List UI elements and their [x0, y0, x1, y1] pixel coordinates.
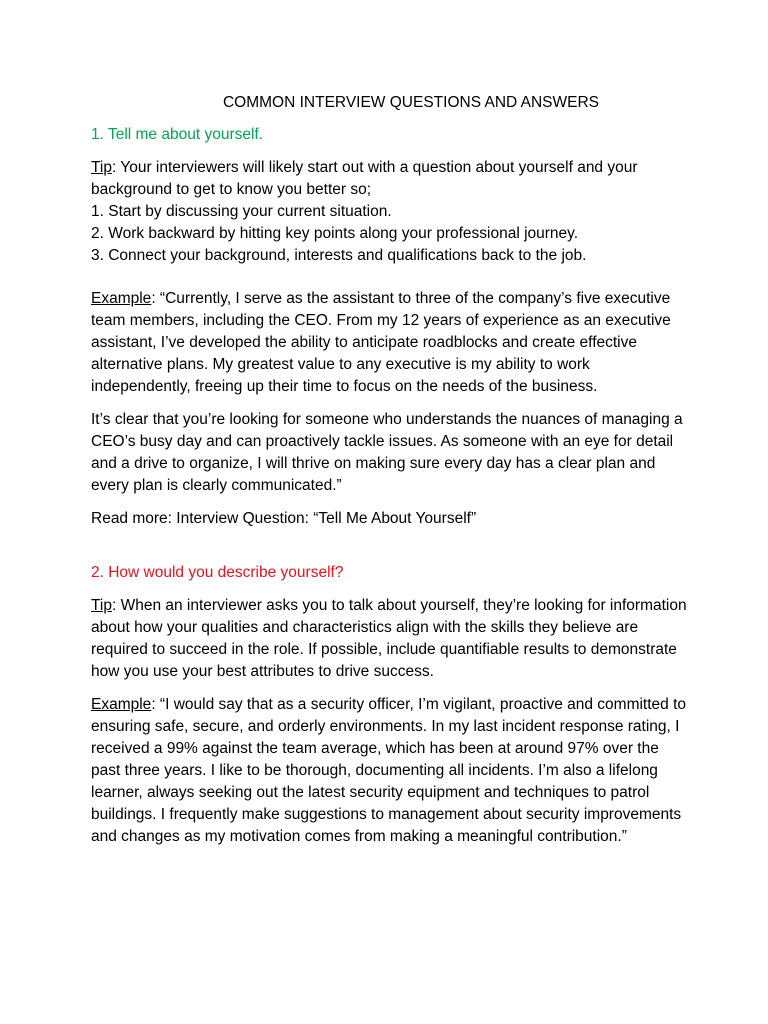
question-1-tip [91, 157, 691, 201]
tip-text: : When an interviewer asks you to talk about yourself, they’re looking for information about how your qualities and characteristics align with the skills they believe are required to succeed in the role. If possible, include quantifiable results to demonstrate how you use your best attributes to drive success. [91, 597, 687, 680]
example-label: Example [91, 290, 152, 307]
question-1-example [91, 288, 691, 398]
example-label: Example [91, 696, 152, 713]
example-text: : “I would say that as a security officer, I’m vigilant, proactive and committed to ensuring safe, secure, and orderly environments. In my last incident response rating, I received a 99% against the team average, which has been at around 97% over the past three years. I like to be thorough, documenting all incidents. I’m also a lifelong learner, always seeking out the latest security equipment and techniques to patrol buildings. I frequently make suggestions to management about security improvements and changes as my motivation comes from making a meaningful contribution.” [91, 696, 687, 845]
question-2-heading: 2. How would you describe yourself? [91, 564, 344, 581]
step-item: 3. Connect your background, interests and qualifications back to the job. [91, 247, 587, 264]
tip-label: Tip [91, 597, 112, 614]
question-2-tip [91, 595, 691, 683]
document-page [91, 92, 691, 848]
question-1-steps [91, 201, 691, 267]
example-text: : “Currently, I serve as the assistant to three of the company’s five executive team members, including the CEO. From my 12 years of experience as an executive assistant, I’ve developed the ability to anticipate roadblocks and create effective alternative plans. My greatest value to any executive is my ability to work independently, freeing up their time to focus on the needs of the business. [91, 290, 671, 395]
tip-label: Tip [91, 159, 112, 176]
question-1-heading: 1. Tell me about yourself. [91, 126, 264, 143]
tip-text: : Your interviewers will likely start out with a question about yourself and your background to get to know you better so; [91, 159, 638, 198]
step-item: 2. Work backward by hitting key points along your professional journey. [91, 225, 579, 242]
question-1-example-continued: It’s clear that you’re looking for someone who understands the nuances of managing a CEO’s busy day and can proactively tackle issues. As someone with an eye for detail and a drive to organize, I will thrive on making sure every day has a clear plan and every plan is clearly communicated.” [91, 411, 683, 494]
read-more-text: Read more: Interview Question: “Tell Me About Yourself” [91, 510, 477, 527]
document-title: COMMON INTERVIEW QUESTIONS AND ANSWERS [222, 94, 600, 111]
step-item: 1. Start by discussing your current situation. [91, 203, 392, 220]
question-2-example [91, 694, 691, 848]
